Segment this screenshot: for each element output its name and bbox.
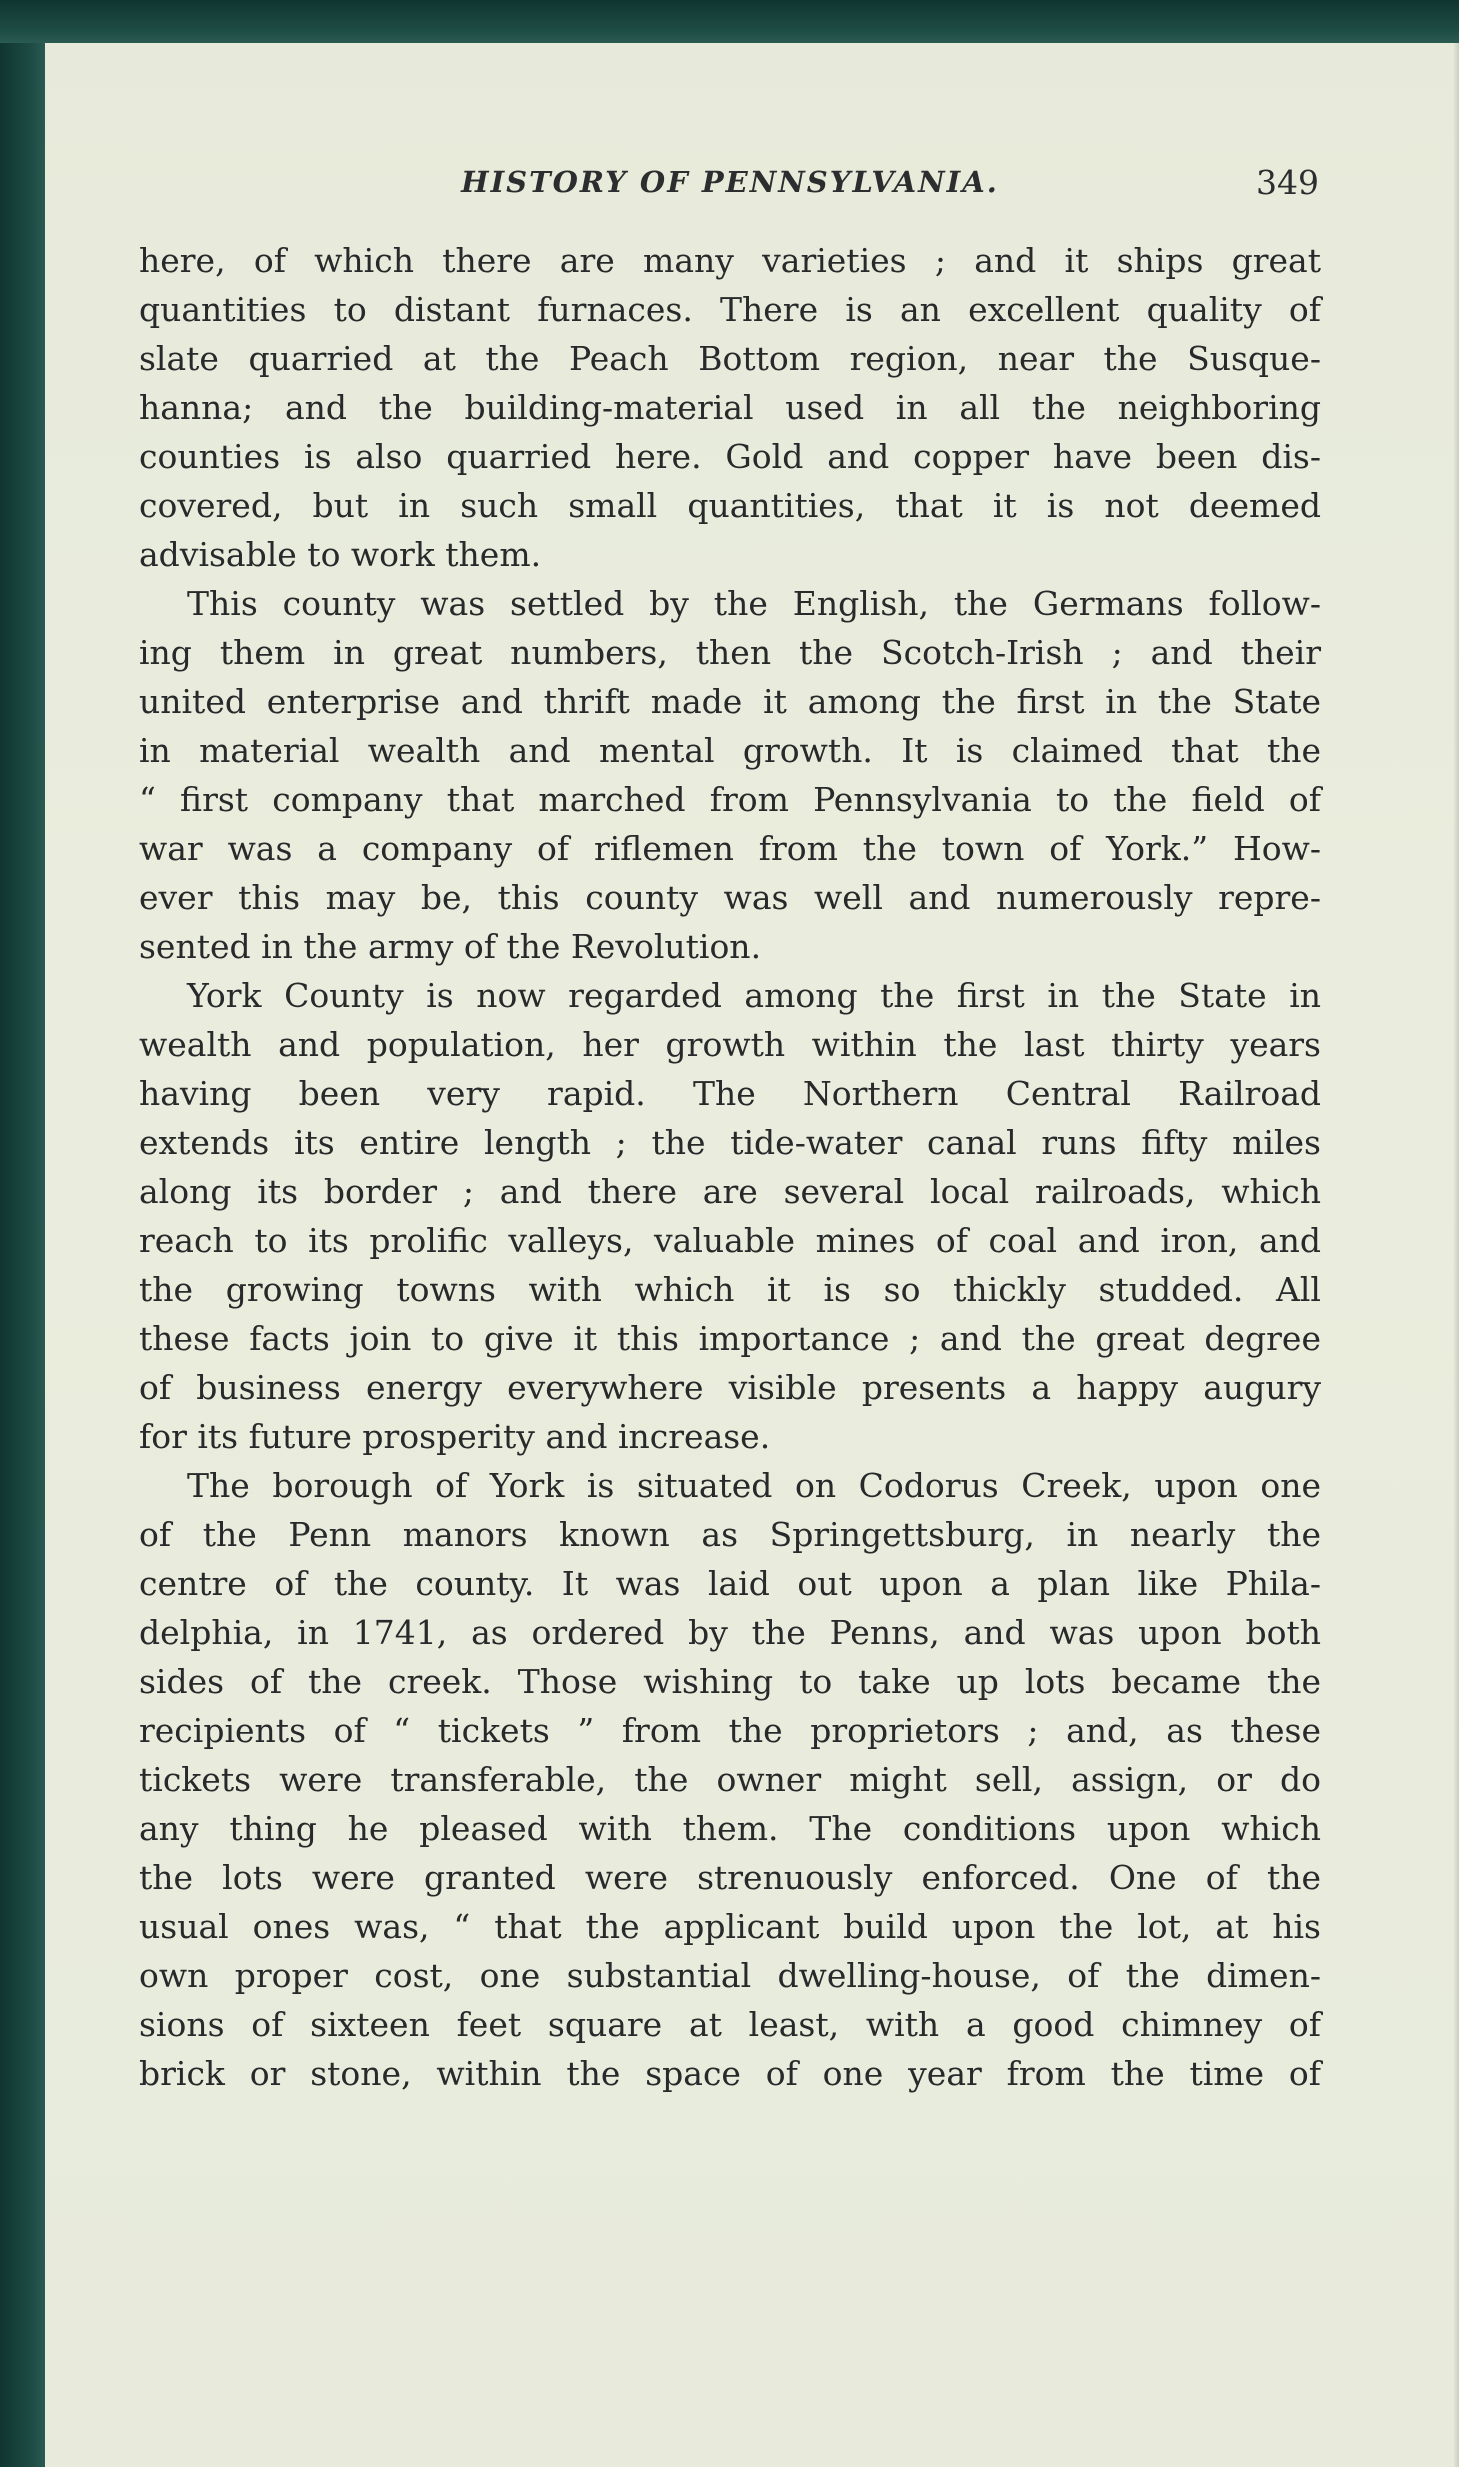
text-line: brick or stone, within the space of one year from the time of bbox=[139, 2054, 1321, 2093]
text-line: the lots were granted were strenuously enforced. One of the bbox=[139, 1858, 1321, 1897]
text-line: York County is now regarded among the first in the State in bbox=[187, 976, 1321, 1015]
text-line: united enterprise and thrift made it among the first in the State bbox=[139, 682, 1321, 721]
running-title: HISTORY OF PENNSYLVANIA. bbox=[461, 165, 999, 199]
text-line: extends its entire length ; the tide-water canal runs fifty miles bbox=[139, 1123, 1321, 1162]
page-edge-right bbox=[1453, 0, 1459, 2467]
text-line: hanna; and the building-material used in all the neighboring bbox=[139, 388, 1321, 427]
text-line: own proper cost, one substantial dwelling-house, of the dimen- bbox=[139, 1956, 1321, 1995]
text-line: the growing towns with which it is so thickly studded. All bbox=[139, 1270, 1321, 1309]
text-line: centre of the county. It was laid out upon a plan like Phila- bbox=[139, 1564, 1321, 1603]
text-line: in material wealth and mental growth. It is claimed that the bbox=[139, 731, 1321, 770]
text-line: tickets were transferable, the owner might sell, assign, or do bbox=[139, 1760, 1321, 1799]
text-line: of business energy everywhere visible presents a happy augury bbox=[139, 1368, 1321, 1407]
page-number: 349 bbox=[1256, 163, 1319, 202]
text-line: these facts join to give it this importance ; and the great degree bbox=[139, 1319, 1321, 1358]
text-line: for its future prosperity and increase. bbox=[139, 1417, 771, 1456]
text-line: of the Penn manors known as Springettsburg, in nearly the bbox=[139, 1515, 1321, 1554]
text-line: covered, but in such small quantities, that it is not deemed bbox=[139, 486, 1321, 525]
text-line: “ first company that marched from Pennsylvania to the field of bbox=[139, 780, 1321, 819]
text-line: advisable to work them. bbox=[139, 535, 542, 574]
text-line: counties is also quarried here. Gold and copper have been dis- bbox=[139, 437, 1321, 476]
paragraph bbox=[139, 236, 1321, 579]
paragraph bbox=[139, 971, 1321, 1461]
text-line: sides of the creek. Those wishing to take up lots became the bbox=[139, 1662, 1321, 1701]
text-line: wealth and population, her growth within the last thirty years bbox=[139, 1025, 1321, 1064]
text-line: delphia, in 1741, as ordered by the Penns, and was upon both bbox=[139, 1613, 1321, 1652]
text-line: having been very rapid. The Northern Central Railroad bbox=[139, 1074, 1321, 1113]
text-line: sions of sixteen feet square at least, with a good chimney of bbox=[139, 2005, 1321, 2044]
text-line: recipients of “ tickets ” from the proprietors ; and, as these bbox=[139, 1711, 1321, 1750]
text-line: along its border ; and there are several local railroads, which bbox=[139, 1172, 1321, 1211]
text-line: slate quarried at the Peach Bottom region, near the Susque- bbox=[139, 339, 1321, 378]
text-line: here, of which there are many varieties ; and it ships great bbox=[139, 241, 1321, 280]
page-body bbox=[139, 236, 1321, 2098]
text-line: ever this may be, this county was well and numerously repre- bbox=[139, 878, 1321, 917]
text-line: usual ones was, “ that the applicant build upon the lot, at his bbox=[139, 1907, 1321, 1946]
paragraph bbox=[139, 579, 1321, 971]
text-line: any thing he pleased with them. The conditions upon which bbox=[139, 1809, 1321, 1848]
text-line: sented in the army of the Revolution. bbox=[139, 927, 762, 966]
text-line: ing them in great numbers, then the Scotch-Irish ; and their bbox=[139, 633, 1321, 672]
text-line: reach to its prolific valleys, valuable mines of coal and iron, and bbox=[139, 1221, 1321, 1260]
text-line: war was a company of riflemen from the town of York.” How- bbox=[139, 829, 1321, 868]
scan-edge-top bbox=[0, 0, 1459, 43]
text-line: The borough of York is situated on Codorus Creek, upon one bbox=[187, 1466, 1321, 1505]
paragraph bbox=[139, 1461, 1321, 2098]
page-content-area bbox=[139, 0, 1321, 2467]
text-line: This county was settled by the English, the Germans follow- bbox=[187, 584, 1321, 623]
running-header bbox=[139, 158, 1321, 207]
scan-edge-left bbox=[0, 0, 45, 2467]
text-line: quantities to distant furnaces. There is an excellent quality of bbox=[139, 290, 1321, 329]
